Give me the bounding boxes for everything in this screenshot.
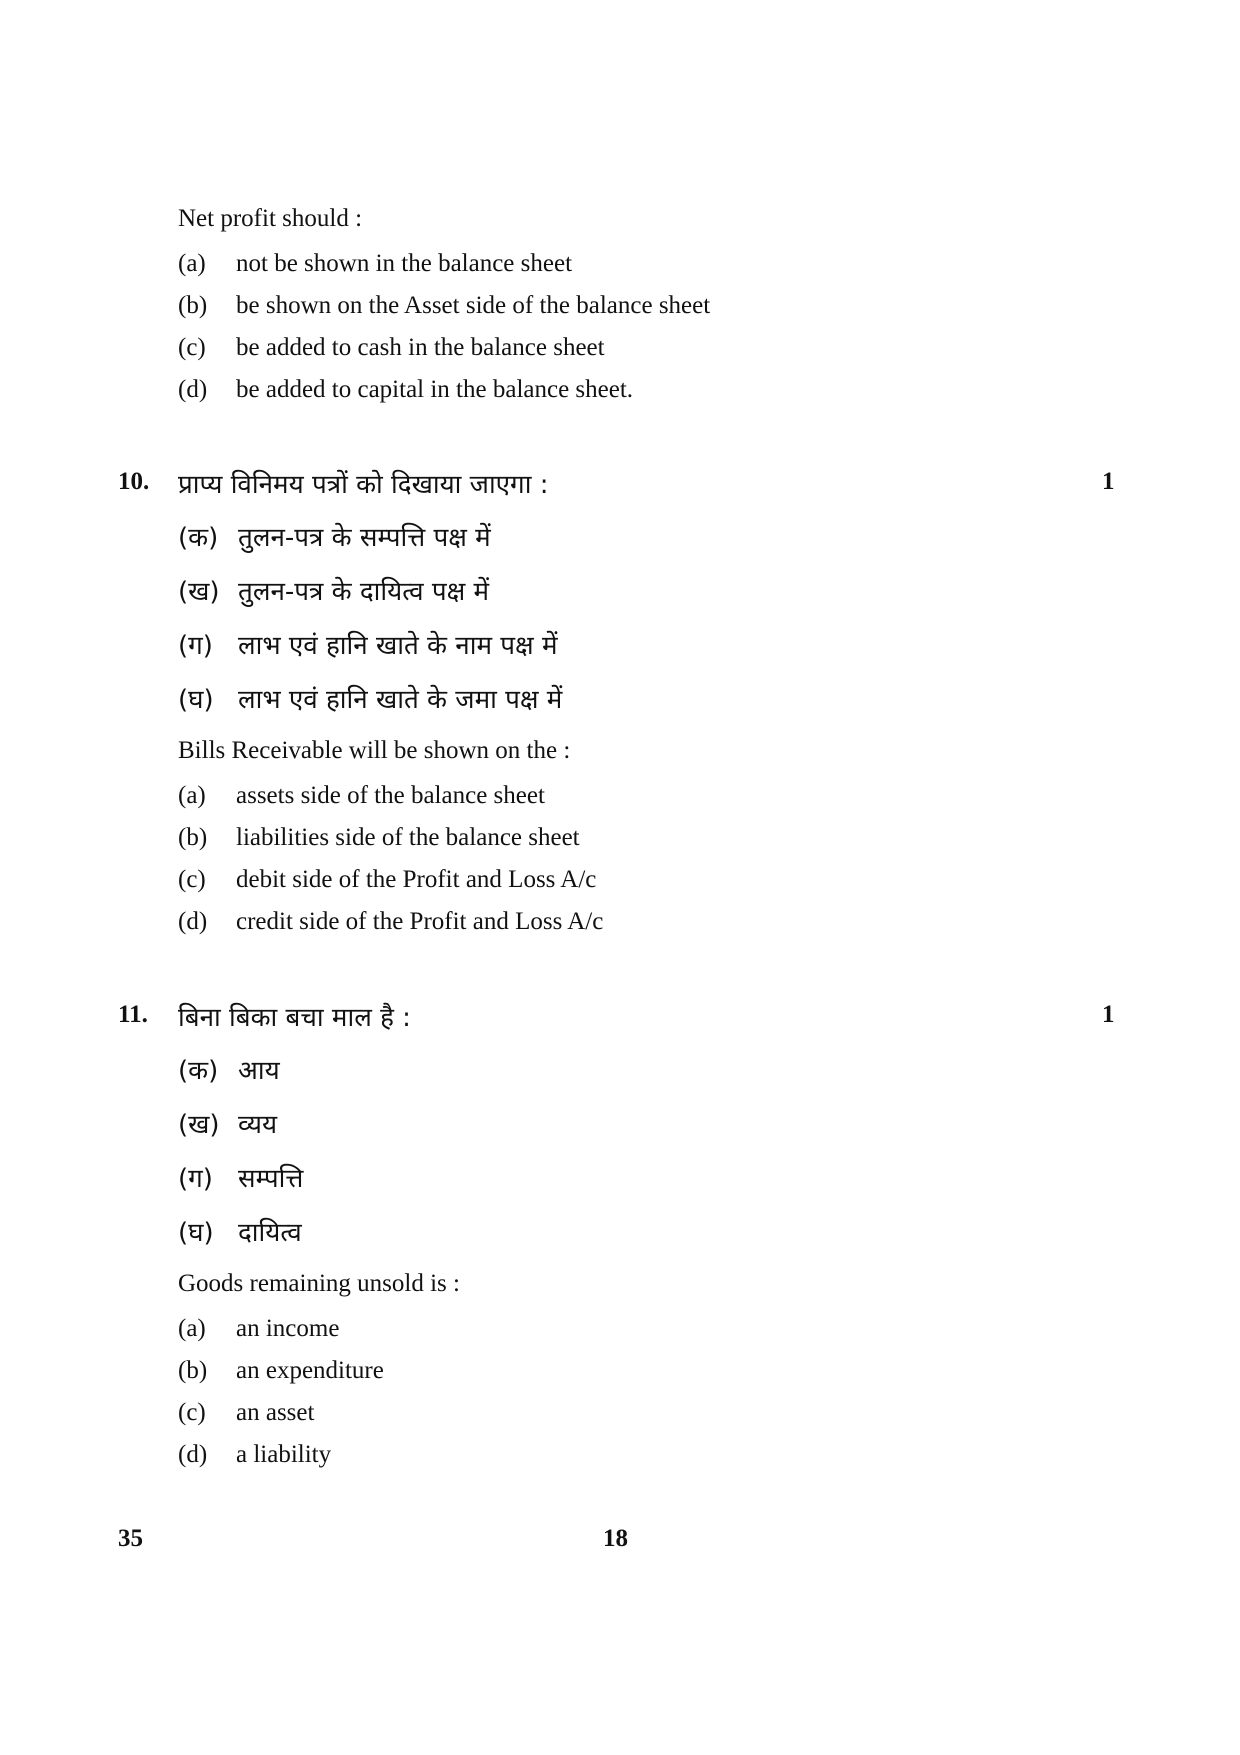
q9-option-c [178, 334, 605, 362]
option-label: (ख) [178, 577, 220, 607]
option-text: be added to cash in the balance sheet [236, 334, 605, 361]
paper-code: 35 [118, 1525, 143, 1552]
q9-option-d [178, 376, 633, 404]
q11-marks: 1 [1102, 1001, 1115, 1028]
option-label: (ख) [178, 1110, 220, 1140]
option-text: debit side of the Profit and Loss A/c [236, 866, 597, 893]
option-label: (a) [178, 782, 206, 809]
option-label: (a) [178, 250, 206, 277]
option-text: a liability [236, 1441, 332, 1468]
option-label: (क) [178, 523, 219, 553]
option-text: be added to capital in the balance sheet. [236, 376, 634, 403]
option-label: (d) [178, 908, 208, 935]
q9-option-b [178, 292, 710, 320]
option-text: व्यय [238, 1110, 278, 1140]
q11-option-b [178, 1357, 384, 1385]
q11-hindi-option-ga [178, 1159, 303, 1195]
option-label: (b) [178, 824, 208, 851]
option-label: (c) [178, 1399, 206, 1426]
q11-option-d [178, 1441, 331, 1469]
option-text: be shown on the Asset side of the balance sheet [236, 292, 711, 319]
q10-question-english: Bills Receivable will be shown on the : [178, 737, 571, 764]
option-text: liabilities side of the balance sheet [236, 824, 580, 851]
q9-question-english: Net profit should : [178, 205, 363, 232]
option-text: credit side of the Profit and Loss A/c [236, 908, 604, 935]
option-label: (d) [178, 1441, 208, 1468]
option-label: (c) [178, 334, 206, 361]
option-label: (ग) [178, 1164, 213, 1194]
option-text: सम्पत्ति [238, 1164, 304, 1194]
q11-question-hindi: बिना बिका बचा माल है : [178, 1003, 411, 1033]
q9-option-a [178, 250, 572, 278]
option-text: an asset [236, 1399, 315, 1426]
option-text: आय [238, 1056, 280, 1086]
option-text: assets side of the balance sheet [236, 782, 545, 809]
q10-hindi-option-gha [178, 680, 562, 716]
q11-question-english: Goods remaining unsold is : [178, 1270, 460, 1297]
option-label: (b) [178, 292, 208, 319]
option-label: (ग) [178, 631, 213, 661]
q10-hindi-option-ga [178, 626, 558, 662]
option-text: लाभ एवं हानि खाते के जमा पक्ष में [238, 685, 563, 715]
option-text: लाभ एवं हानि खाते के नाम पक्ष में [238, 631, 558, 661]
option-label: (c) [178, 866, 206, 893]
q10-option-b [178, 824, 580, 852]
q10-marks: 1 [1102, 468, 1115, 495]
option-text: an expenditure [236, 1357, 384, 1384]
q11-number: 11. [118, 1001, 148, 1028]
q10-hindi-option-kha [178, 572, 489, 608]
option-label: (क) [178, 1056, 219, 1086]
q11-hindi-option-kha [178, 1105, 277, 1141]
page-number: 18 [603, 1525, 628, 1552]
q11-hindi-option-gha [178, 1213, 302, 1249]
q10-question-hindi: प्राप्य विनिमय पत्रों को दिखाया जाएगा : [178, 470, 549, 500]
option-label: (b) [178, 1357, 208, 1384]
q11-option-a [178, 1315, 339, 1343]
option-text: तुलन-पत्र के दायित्व पक्ष में [238, 577, 490, 607]
q10-hindi-option-ka [178, 518, 491, 554]
option-label: (d) [178, 376, 208, 403]
option-text: not be shown in the balance sheet [236, 250, 573, 277]
q11-hindi-option-ka [178, 1051, 280, 1087]
option-label: (a) [178, 1315, 206, 1342]
q10-option-d [178, 908, 603, 936]
option-text: तुलन-पत्र के सम्पत्ति पक्ष में [238, 523, 491, 553]
option-label: (घ) [178, 1218, 214, 1248]
q11-option-c [178, 1399, 314, 1427]
option-text: an income [236, 1315, 340, 1342]
q10-number: 10. [118, 468, 150, 495]
q10-option-c [178, 866, 596, 894]
option-text: दायित्व [238, 1218, 302, 1248]
option-label: (घ) [178, 685, 214, 715]
q10-option-a [178, 782, 545, 810]
